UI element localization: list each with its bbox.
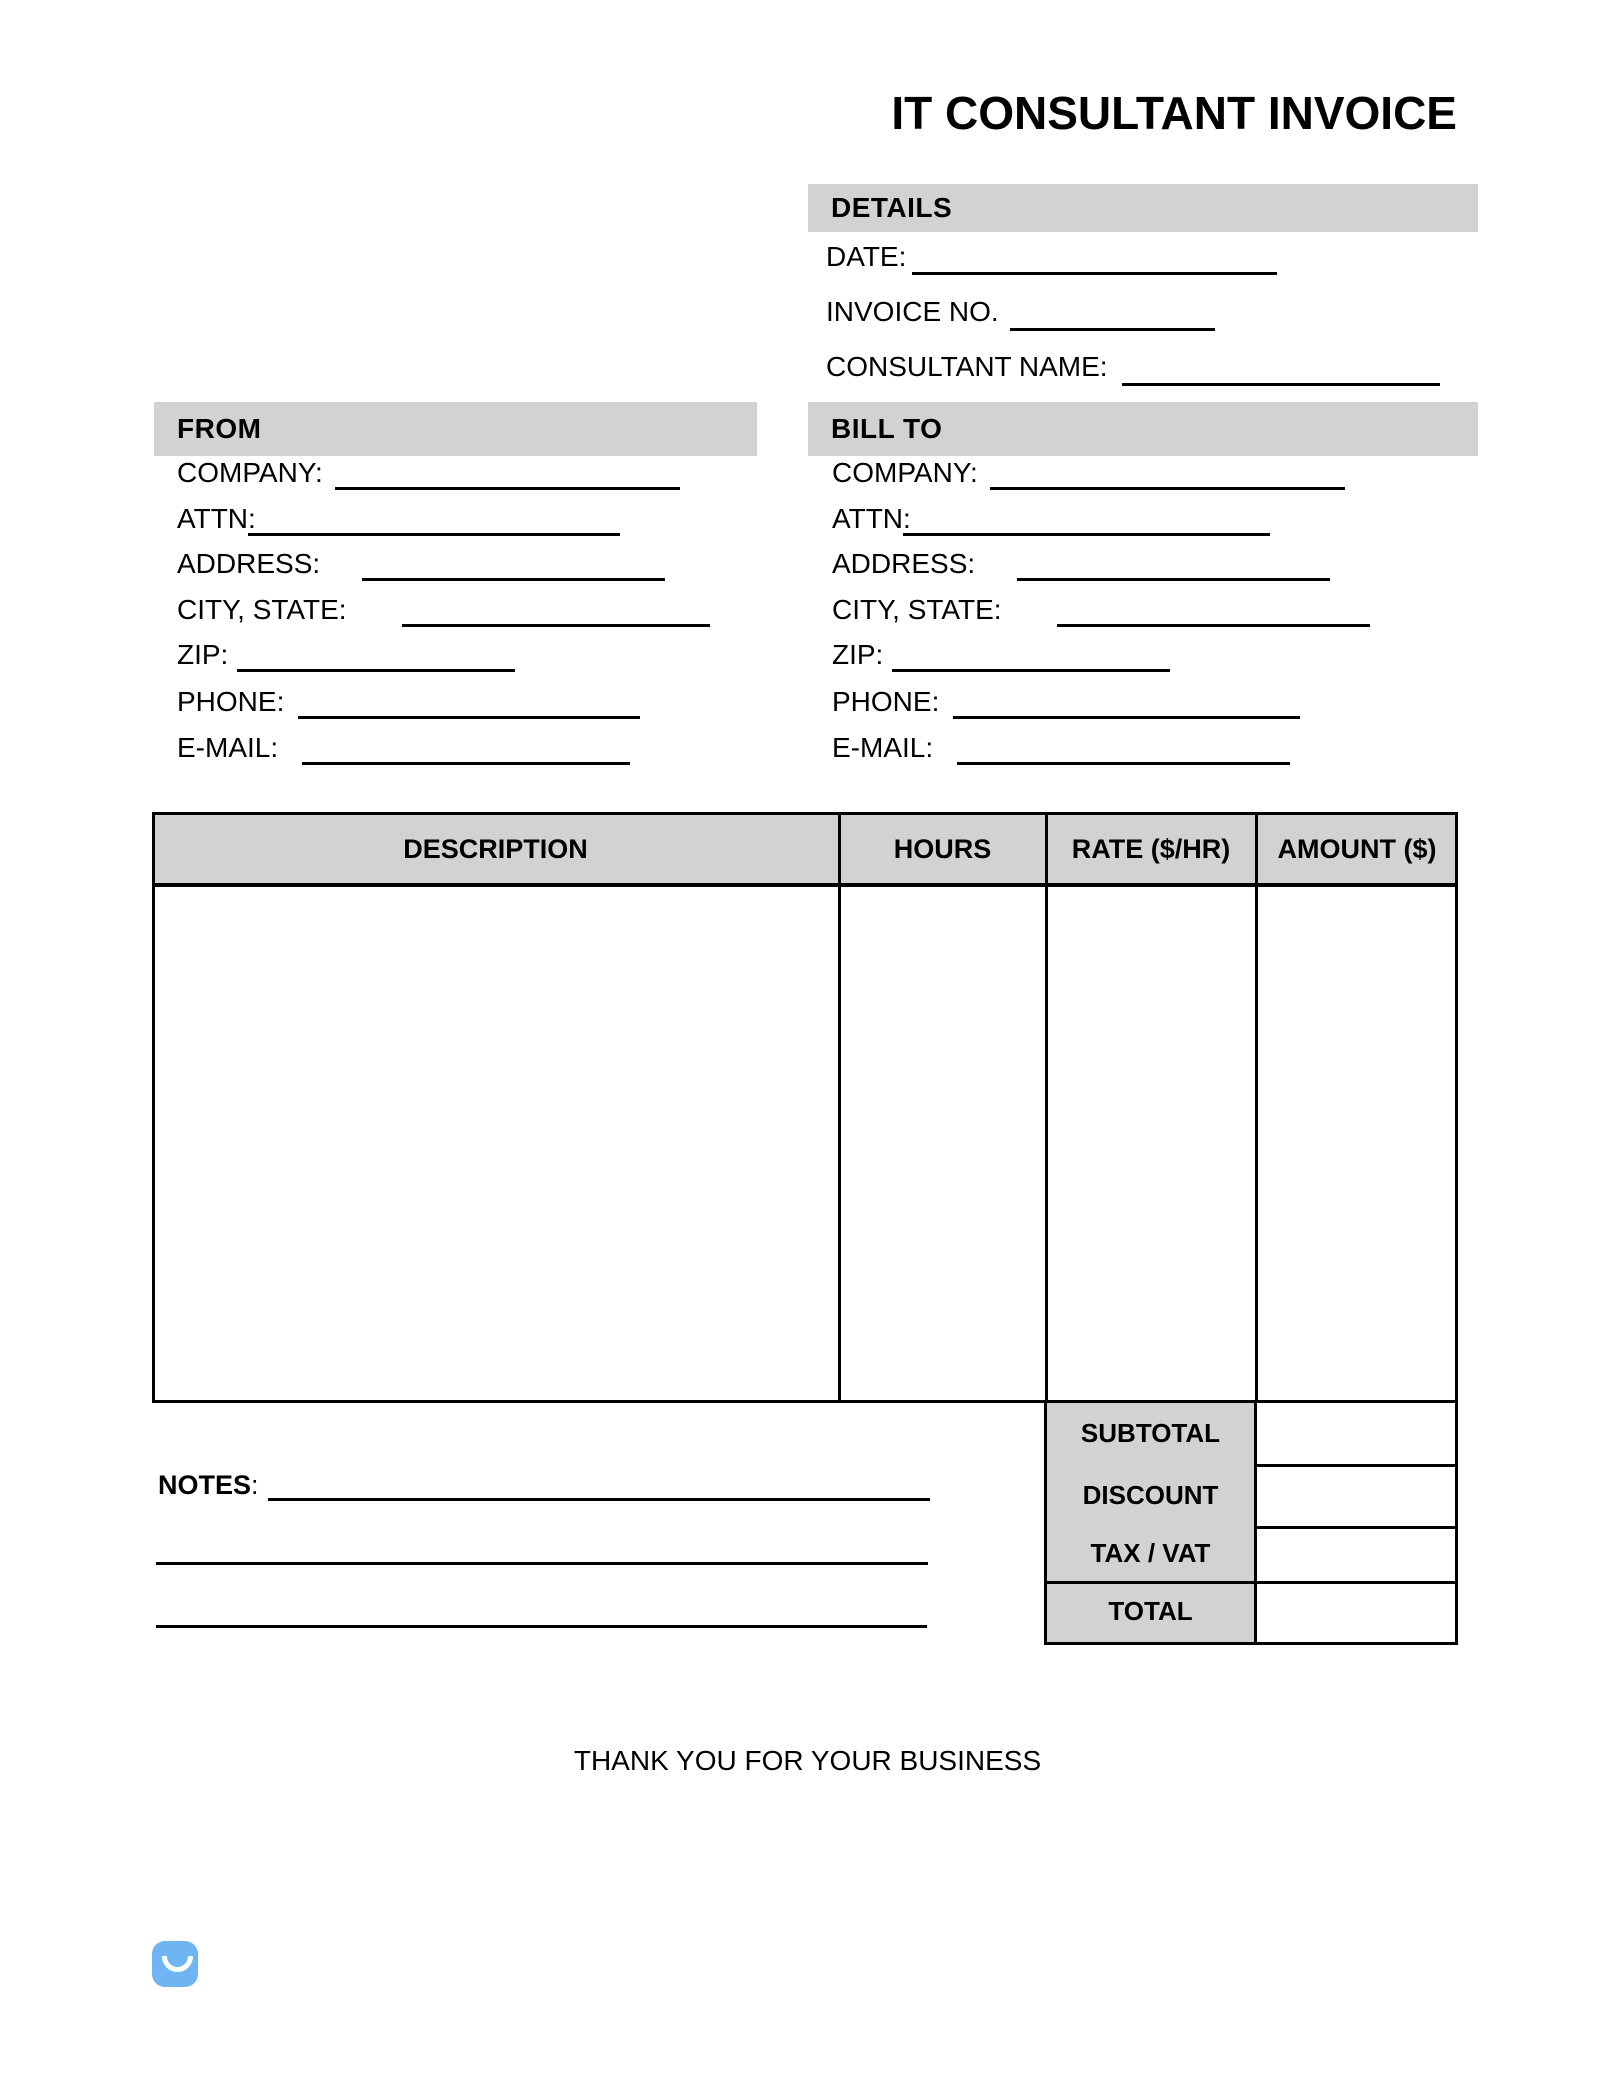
bill-to-phone-input-line[interactable] xyxy=(953,716,1300,719)
notes-label xyxy=(158,1470,259,1500)
bill-to-section-title: BILL TO xyxy=(831,413,943,444)
description-column-header: DESCRIPTION xyxy=(403,834,588,864)
from-address-input-line[interactable] xyxy=(362,578,665,581)
invoice-no-input-line[interactable] xyxy=(1010,328,1215,331)
rate-column-cell[interactable] xyxy=(1050,890,1252,1398)
bill-to-email-label: E-MAIL: xyxy=(832,732,934,763)
summary-row-divider-2 xyxy=(1256,1526,1458,1529)
summary-right-border xyxy=(1455,1403,1458,1645)
discount-value-cell[interactable] xyxy=(1258,1468,1454,1524)
thank-you-text: THANK YOU FOR YOUR BUSINESS xyxy=(573,1745,1042,1776)
page-title: IT CONSULTANT INVOICE xyxy=(891,87,1457,139)
bill-to-address-label: ADDRESS: xyxy=(832,548,976,579)
amount-column-header: AMOUNT ($) xyxy=(1277,834,1437,864)
from-city-state-input-line[interactable] xyxy=(402,624,710,627)
from-attn-input-line[interactable] xyxy=(248,533,620,536)
hours-column-header: HOURS xyxy=(893,834,992,864)
bill-to-city-state-label: CITY, STATE: xyxy=(832,594,1002,625)
bill-to-zip-label: ZIP: xyxy=(832,639,884,670)
bill-to-email-input-line[interactable] xyxy=(957,762,1290,765)
subtotal-value-cell[interactable] xyxy=(1258,1406,1454,1462)
rate-column-header: RATE ($/HR) xyxy=(1071,834,1231,864)
total-value-cell[interactable] xyxy=(1258,1585,1454,1640)
notes-input-line-3[interactable] xyxy=(156,1625,927,1628)
invoice-no-label: INVOICE NO. xyxy=(826,296,999,327)
bill-to-attn-input-line[interactable] xyxy=(903,533,1270,536)
smile-mouth-shape xyxy=(162,1956,193,1972)
from-company-input-line[interactable] xyxy=(335,487,680,490)
summary-row-divider-1 xyxy=(1256,1464,1458,1467)
total-label: TOTAL xyxy=(1108,1596,1193,1626)
table-divider-rate-amount xyxy=(1255,812,1258,1403)
subtotal-label: SUBTOTAL xyxy=(1080,1418,1221,1448)
bill-to-company-input-line[interactable] xyxy=(990,487,1345,490)
bill-to-city-state-input-line[interactable] xyxy=(1057,624,1370,627)
notes-input-line-1[interactable] xyxy=(268,1498,930,1501)
details-section-title: DETAILS xyxy=(831,192,953,223)
table-divider-description-hours xyxy=(838,812,841,1403)
notes-colon: : xyxy=(251,1470,259,1500)
summary-bottom-border xyxy=(1046,1642,1458,1645)
bill-to-zip-input-line[interactable] xyxy=(892,669,1170,672)
from-zip-label: ZIP: xyxy=(177,639,229,670)
notes-label-bold: NOTES xyxy=(158,1470,252,1500)
from-section-header xyxy=(154,402,757,456)
amount-column-cell[interactable] xyxy=(1260,890,1452,1398)
bill-to-section-header xyxy=(808,402,1478,456)
bill-to-address-input-line[interactable] xyxy=(1017,578,1330,581)
consultant-name-label: CONSULTANT NAME: xyxy=(826,351,1108,382)
bill-to-company-label: COMPANY: xyxy=(832,457,978,488)
table-divider-hours-rate xyxy=(1045,812,1048,1403)
bill-to-phone-label: PHONE: xyxy=(832,686,940,717)
notes-input-line-2[interactable] xyxy=(156,1562,928,1565)
smile-logo-icon xyxy=(152,1941,198,1987)
from-address-label: ADDRESS: xyxy=(177,548,321,579)
date-input-line[interactable] xyxy=(912,272,1277,275)
from-attn-label: ATTN: xyxy=(177,503,256,534)
from-email-input-line[interactable] xyxy=(302,762,630,765)
from-email-label: E-MAIL: xyxy=(177,732,279,763)
date-label: DATE: xyxy=(826,241,907,272)
tax-vat-value-cell[interactable] xyxy=(1258,1530,1454,1579)
details-section-header xyxy=(808,184,1478,232)
from-city-state-label: CITY, STATE: xyxy=(177,594,347,625)
from-company-label: COMPANY: xyxy=(177,457,323,488)
description-column-cell[interactable] xyxy=(157,890,835,1398)
consultant-name-input-line[interactable] xyxy=(1122,383,1440,386)
from-section-title: FROM xyxy=(177,413,262,444)
discount-label: DISCOUNT xyxy=(1082,1479,1219,1510)
tax-vat-label: TAX / VAT xyxy=(1090,1538,1211,1568)
bill-to-attn-label: ATTN: xyxy=(832,503,911,534)
from-phone-input-line[interactable] xyxy=(298,716,640,719)
from-phone-label: PHONE: xyxy=(177,686,285,717)
from-zip-input-line[interactable] xyxy=(237,669,515,672)
hours-column-cell[interactable] xyxy=(843,890,1042,1398)
